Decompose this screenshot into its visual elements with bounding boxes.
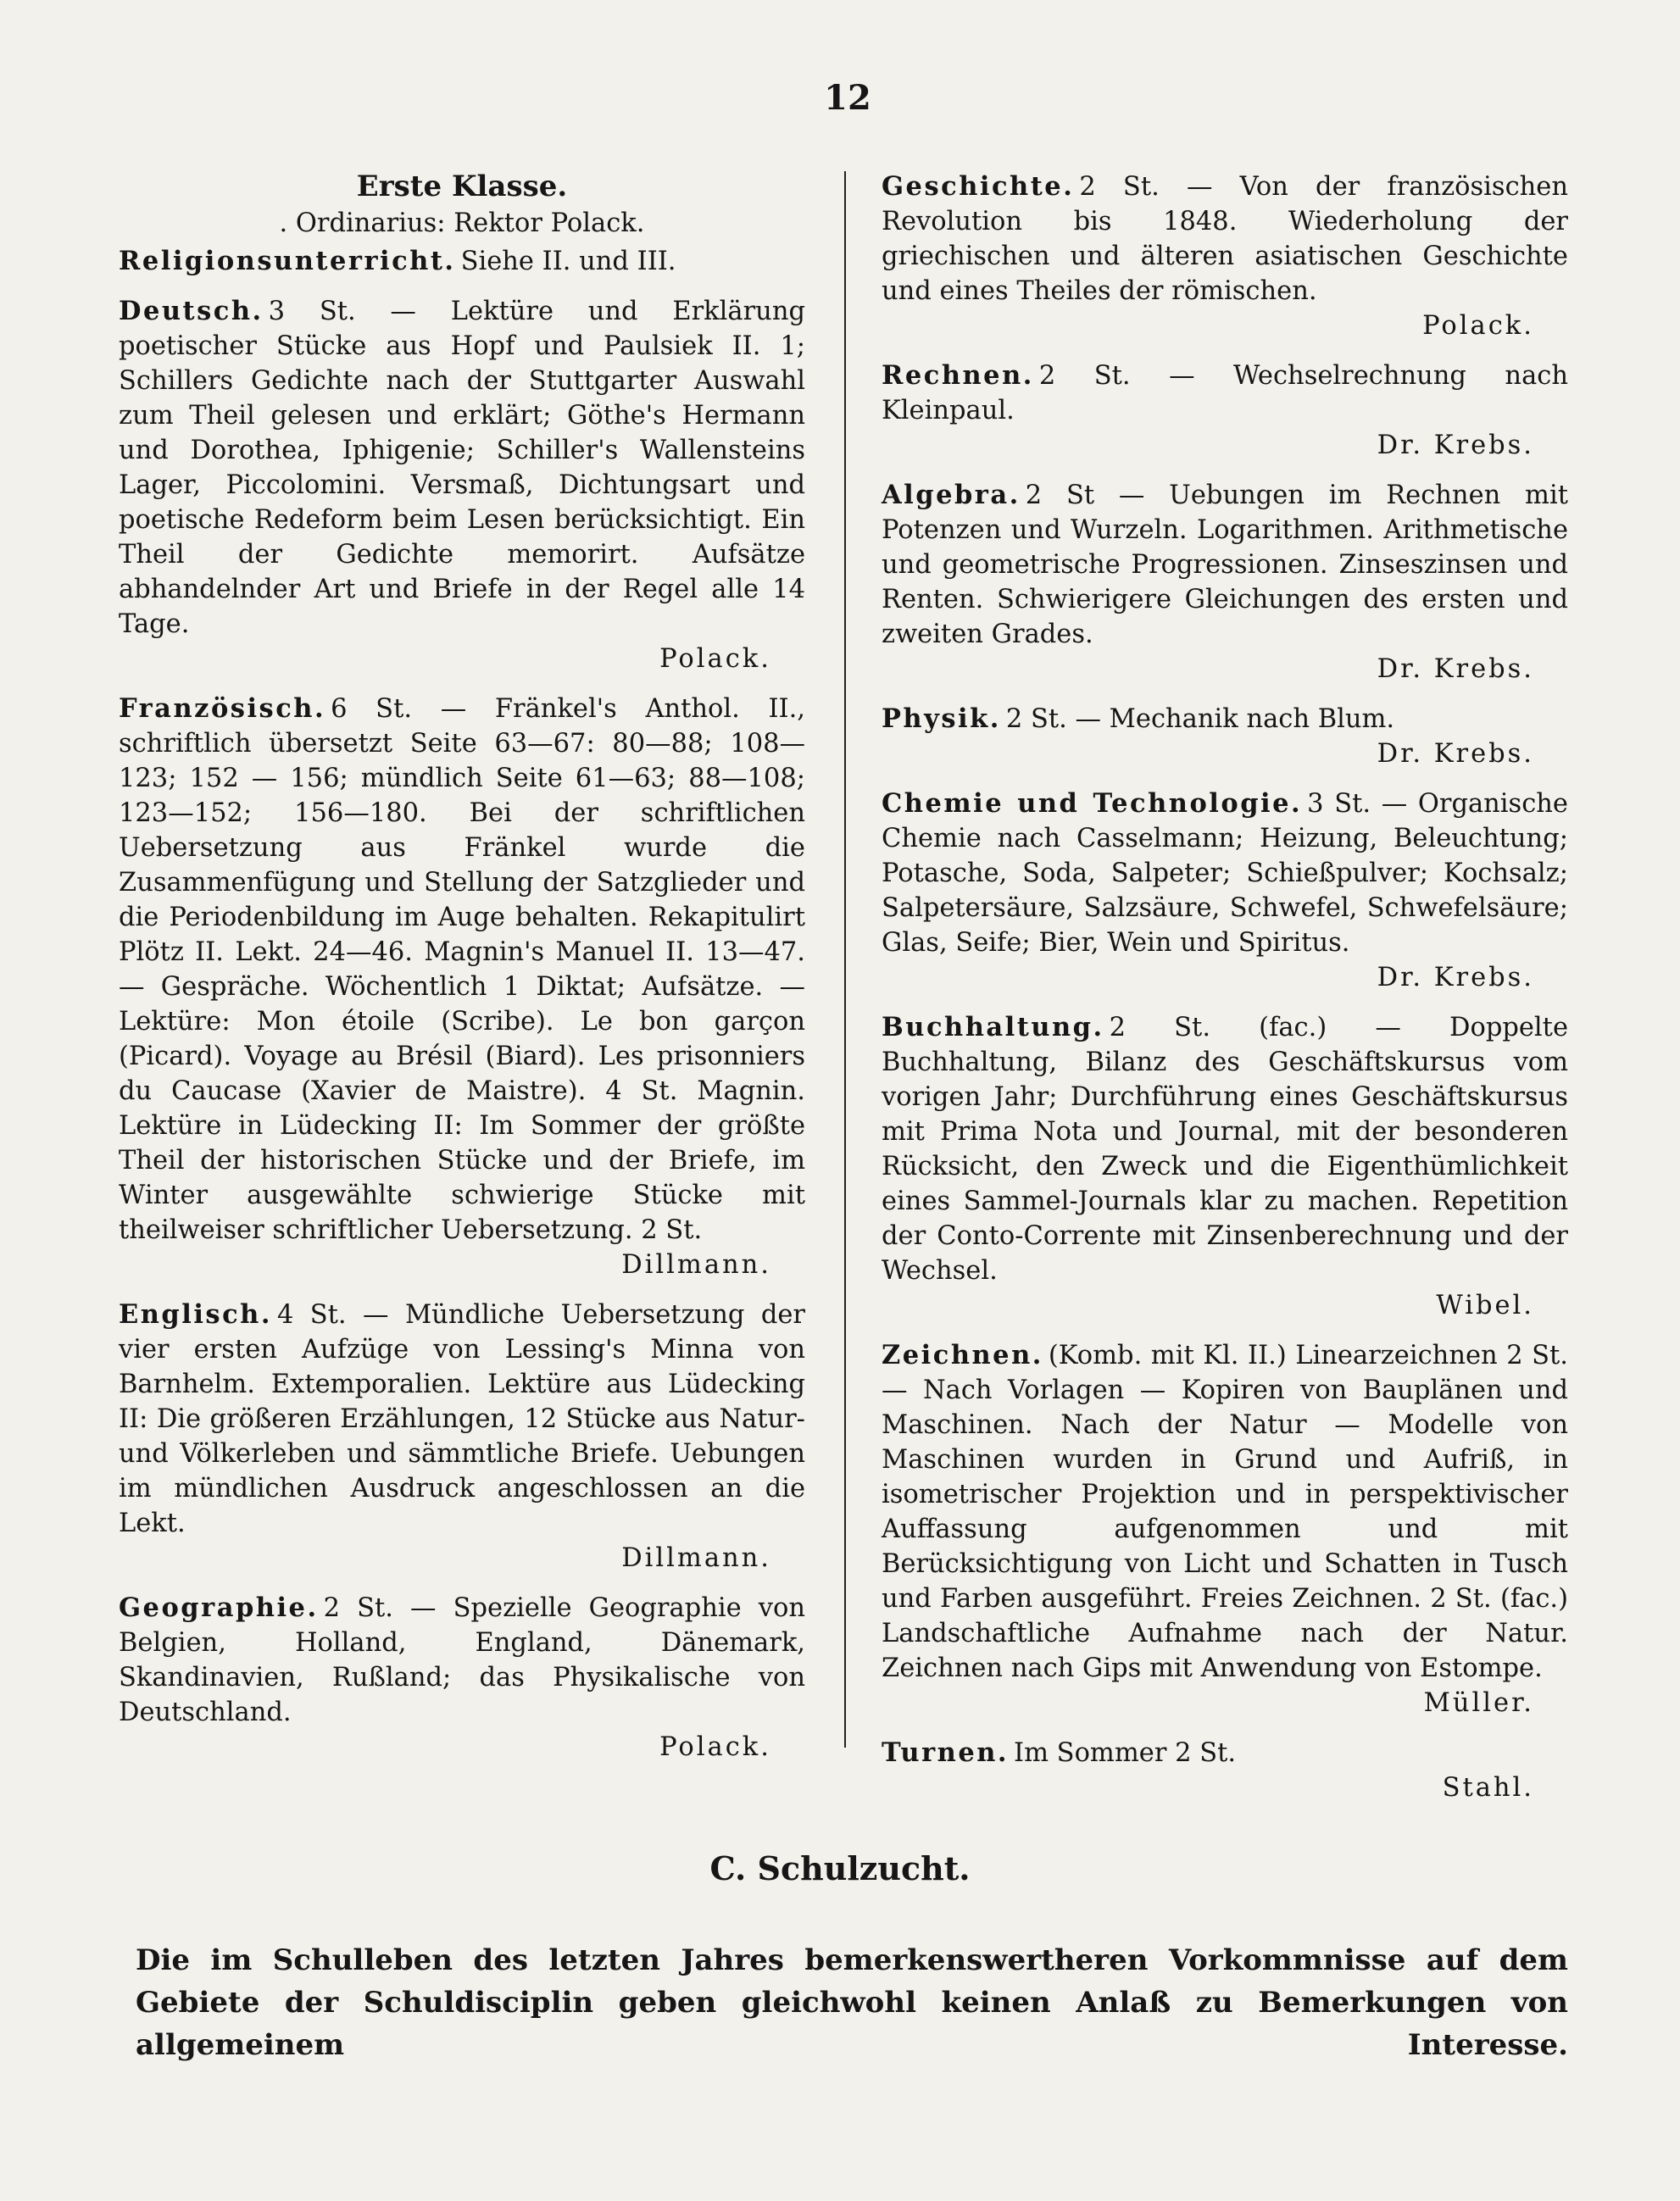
subject-name: Algebra. [882, 480, 1021, 510]
subject-entry-deutsch [119, 294, 805, 676]
subject-entry-englisch [119, 1298, 805, 1576]
teacher-name: Dr. Krebs. [1377, 431, 1534, 460]
subject-text: 2 St. (fac.) — Doppelte Buchhaltung, Bilanz des Geschäftskursus vom vorigen Jahr; Durchführung eines Geschäftskursus mit Prima Nota und Journal, mit der besonderen Rücksicht, den Zweck und die Eigenthümlichkeit eines Sammel-Journals klar zu machen. Repetition der Conto-Corrente mit Zinsenberechnung und der Wechsel. [882, 1013, 1568, 1286]
teacher-name: Dr. Krebs. [1377, 739, 1534, 769]
teacher-name: Müller. [1423, 1688, 1534, 1718]
subject-name: Buchhaltung. [882, 1012, 1104, 1042]
subject-name: Geschichte. [882, 171, 1075, 202]
subject-name: Chemie und Technologie. [882, 788, 1303, 819]
subject-text: 2 St. — Mechanik nach Blum. [1005, 704, 1395, 734]
subject-entry-franzoesisch [119, 692, 805, 1282]
subject-text: 6 St. — Fränkel's Anthol. II., schriftlich übersetzt Seite 63—67: 80—88; 108—123; 152 — 156; mündlich Seite 61—63; 88—108; 123—152; 156—180. Bei der schriftlichen Uebersetzung aus Fränkel wurde die Zusammenfügung und Stellung der Satzglieder und die Periodenbildung im Auge behalten. Rekapitulirt Plötz II. Lekt. 24—46. Magnin's Manuel II. 13—47. — Gespräche. Wöchentlich 1 Diktat; Aufsätze. — Lektüre: Mon étoile (Scribe). Le bon garçon (Picard). Voyage au Brésil (Biard). Les prisonniers du Caucase (Xavier de Maistre). 4 St. Magnin. Lektüre in Lüdecking II: Im Sommer der größte Theil der historischen Stücke und der Briefe, im Winter ausgewählte schwierige Stücke mit theilweiser schriftlicher Uebersetzung. 2 St. [119, 694, 805, 1245]
teacher-name: Dr. Krebs. [1377, 963, 1534, 992]
subject-text: 2 St. — Spezielle Geographie von Belgien, Holland, England, Dänemark, Skandinavien, Rußland; das Physikalische von Deutschland. [119, 1593, 805, 1727]
class-heading: Erste Klasse. [356, 170, 568, 203]
subject-text: 2 St. — Von der französischen Revolution bis 1848. Wiederholung der griechischen und älteren asiatischen Geschichte und eines Theiles der römischen. [882, 172, 1568, 306]
subject-text: 2 St. — Wechselrechnung nach Kleinpaul. [882, 361, 1568, 425]
subject-text: 3 St. — Lektüre und Erklärung poetischer Stücke aus Hopf und Paulsiek II. 1; Schillers Gedichte nach der Stuttgarter Auswahl zum Theil gelesen und erklärt; Göthe's Hermann und Dorothea, Iphigenie; Schiller's Wallensteins Lager, Piccolomini. Versmaß, Dichtungsart und poetische Redeform beim Lesen berücksichtigt. Ein Theil der Gedichte memorirt. Aufsätze abhandelnder Art und Briefe in der Regel alle 14 Tage. [119, 297, 805, 639]
teacher-name: Dr. Krebs. [1377, 654, 1534, 684]
column-divider [844, 171, 846, 1748]
teacher-name: Stahl. [1442, 1773, 1534, 1803]
subject-text: 3 St. — Organische Chemie nach Casselmann; Heizung, Beleuchtung; Potasche, Soda, Salpeter; Schießpulver; Kochsalz; Salpetersäure, Salzsäure, Schwefel, Schwefelsäure; Glas, Seife; Bier, Wein und Spiritus. [882, 789, 1568, 958]
subject-name: Physik. [882, 703, 1001, 734]
subject-entry-chemie [882, 786, 1568, 995]
right-column [882, 170, 1568, 1820]
subject-entry-turnen [882, 1736, 1568, 1805]
subject-entry-algebra [882, 478, 1568, 686]
section-text: Die im Schulleben des letzten Jahres bemerkenswertheren Vorkommnisse auf dem Gebiete der Schuldisciplin geben gleichwohl keinen Anlaß zu Bemerkungen von allgemeinem Interesse. [136, 1943, 1568, 2062]
subject-text: Im Sommer 2 St. [1014, 1738, 1237, 1768]
subject-name: Zeichnen. [882, 1340, 1043, 1370]
teacher-name: Polack. [1422, 311, 1534, 341]
subject-name: Deutsch. [119, 296, 264, 326]
subject-name: Religionsunterricht. [119, 246, 456, 276]
left-column [119, 170, 805, 1780]
subject-name: Rechnen. [882, 360, 1034, 391]
subject-entry-geographie [119, 1591, 805, 1765]
subject-name: Englisch. [119, 1299, 272, 1330]
subject-entry-buchhaltung [882, 1010, 1568, 1323]
subject-name: Turnen. [882, 1737, 1010, 1768]
subject-entry-physik [882, 702, 1568, 771]
subject-text: (Komb. mit Kl. II.) Linearzeichnen 2 St. — Nach Vorlagen — Kopiren von Bauplänen und Maschinen. Nach der Natur — Modelle von Maschinen wurden in Grund und Aufriß, in isometrischer Projektion und in perspektivischer Auffassung aufgenommen und mit Berücksichtigung von Licht und Schatten in Tusch und Farben ausgeführt. Freies Zeichnen. 2 St. (fac.) Landschaftliche Aufnahme nach der Natur. Zeichnen nach Gips mit Anwendung von Estompe. [882, 1341, 1568, 1683]
subject-name: Französisch. [119, 693, 326, 724]
subject-text: 4 St. — Mündliche Uebersetzung der vier ersten Aufzüge von Lessing's Minna von Barnhelm. Extemporalien. Lektüre aus Lüdecking II: Die größeren Erzählungen, 12 Stücke aus Natur- und Völkerleben und sämmtliche Briefe. Uebungen im mündlichen Ausdruck angeschlossen an die Lekt. [119, 1300, 805, 1538]
teacher-name: Dillmann. [621, 1250, 771, 1280]
teacher-name: Wibel. [1436, 1291, 1534, 1320]
subject-entry-religion [119, 244, 805, 279]
subject-entry-zeichnen [882, 1338, 1568, 1720]
subject-text: 2 St — Uebungen im Rechnen mit Potenzen und Wurzeln. Logarithmen. Arithmetische und geometrische Progressionen. Zinseszinsen und Renten. Schwierigere Gleichungen des ersten und zweiten Grades. [882, 481, 1568, 649]
ordinarius-line: . Ordinarius: Rektor Polack. [279, 208, 645, 238]
teacher-name: Dillmann. [621, 1543, 771, 1573]
subject-name: Geographie. [119, 1592, 319, 1623]
section-title: C. Schulzucht. [709, 1849, 971, 1887]
subject-entry-rechnen [882, 358, 1568, 463]
page-number: 12 [824, 78, 871, 118]
subject-text: Siehe II. und III. [460, 247, 676, 276]
teacher-name: Polack. [659, 644, 771, 674]
teacher-name: Polack. [659, 1732, 771, 1762]
subject-entry-geschichte [882, 170, 1568, 343]
